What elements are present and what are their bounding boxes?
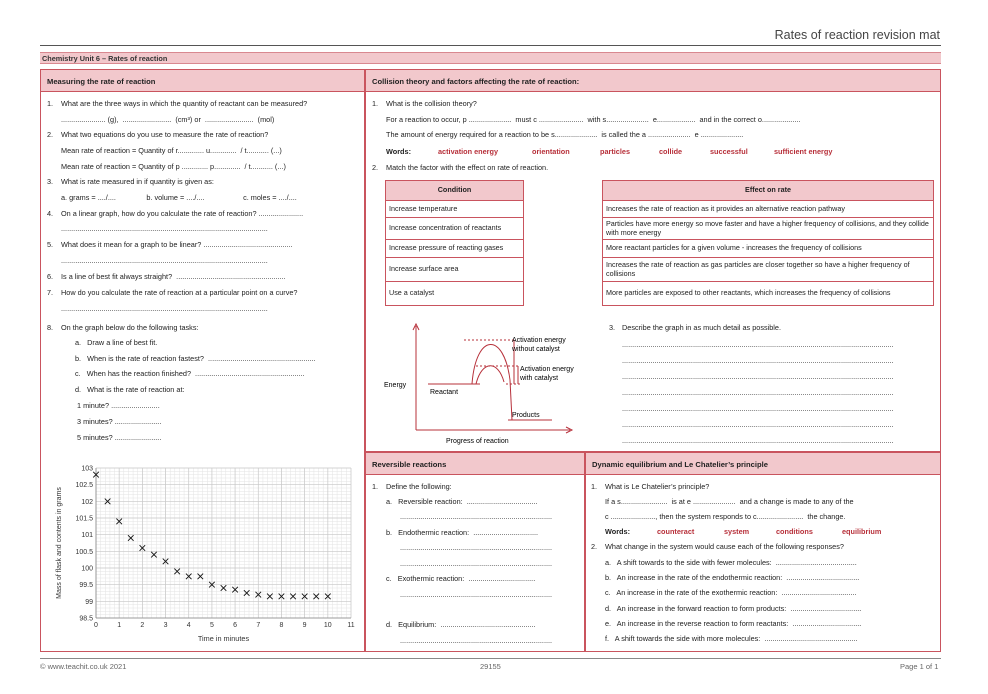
- measuring-panel: [40, 69, 365, 652]
- data-point: [244, 590, 250, 596]
- y-tick-label: 102: [81, 498, 93, 506]
- effect-header: Effect on rate: [603, 181, 934, 201]
- question-line: What two equations do you use to measure the rate of reaction?: [61, 130, 269, 139]
- condition-header: Condition: [386, 181, 524, 201]
- x-tick-label: 0: [94, 622, 98, 629]
- question-line: 1 minute? ........................: [77, 401, 160, 410]
- answer-line: ...........................................................................: [400, 590, 553, 599]
- condition-cell: Increase temperature: [386, 201, 524, 218]
- x-tick-label: 4: [186, 622, 191, 629]
- equilibrium-q1: What is Le Chatelier’s principle?: [605, 482, 710, 491]
- effect-cell: More particles are exposed to other reactants, which increases the frequency of collisions: [603, 282, 934, 306]
- collision-heading: Collision theory and factors affecting the rate of reaction:: [366, 70, 940, 92]
- q-number: 1.: [47, 99, 54, 108]
- answer-line: ...........................................................................: [400, 636, 553, 645]
- energy-axis-label: Energy: [384, 382, 407, 389]
- q-number: 8.: [47, 323, 54, 332]
- mass-time-chart: [41, 460, 364, 650]
- response-item: f. A shift towards the side with more molecules: ..............................................: [605, 634, 858, 643]
- question-line: On a linear graph, how do you calculate the rate of reaction? ......................: [61, 209, 304, 218]
- define-item: a. Reversible reaction: ...................................: [386, 497, 538, 506]
- question-line: Mean rate of reaction = Quantity of r............. u............. / t........... (...): [61, 146, 282, 155]
- word: equilibrium: [842, 527, 882, 536]
- q-number: 2.: [591, 542, 598, 551]
- effect-cell: More reactant particles for a given volume - increases the frequency of collisions: [603, 240, 934, 258]
- x-tick-label: 9: [302, 622, 307, 629]
- question-line: What are the three ways in which the quantity of reactant can be measured?: [61, 99, 308, 108]
- reactant-label: Reactant: [430, 389, 459, 396]
- unit-band: [40, 52, 941, 64]
- response-item: a. A shift towards to the side with fewer molecules: ........................................: [605, 558, 857, 567]
- q-number: 7.: [47, 288, 54, 297]
- y-tick-label: 101.5: [75, 515, 93, 523]
- x-tick-label: 3: [163, 622, 168, 629]
- word: collide: [659, 147, 683, 156]
- question-line: a. Draw a line of best fit.: [75, 338, 158, 347]
- x-tick-label: 5: [209, 622, 214, 629]
- effect-cell: Increases the rate of reaction as gas particles are closer together so have a higher frequency of collisions: [603, 258, 934, 282]
- answer-line: ...........................................................................: [400, 512, 553, 521]
- x-tick-label: 6: [233, 622, 238, 629]
- word: counteract: [657, 527, 695, 536]
- header-divider: [40, 45, 941, 46]
- collision-q2: Match the factor with the effect on rate of reaction.: [386, 163, 549, 172]
- ea-with-label: with catalyst: [520, 375, 559, 382]
- y-tick-label: 99.5: [79, 582, 93, 590]
- collision-fill-line-2: The amount of energy required for a reaction to be s..................... is called the a ..................... e .....................: [386, 130, 744, 139]
- response-item: b. An increase in the rate of the endothermic reaction: ....................................: [605, 573, 860, 582]
- question-line: c. When has the reaction finished? ......................................................: [75, 369, 305, 378]
- energy-profile-diagram: [380, 322, 610, 450]
- answer-line: ......................................................................................................................................: [622, 420, 894, 429]
- data-point: [267, 594, 273, 600]
- question-line: a. grams = ..../.... b. volume = ..../.... c. moles = ..../....: [61, 193, 297, 202]
- q-number: 1.: [372, 99, 379, 108]
- response-item: d. An increase in the forward reaction to form products: ...................................: [605, 604, 862, 613]
- equilibrium-heading: Dynamic equilibrium and Le Chatelier’s principle: [586, 453, 940, 475]
- define-item: b. Endothermic reaction: ................................: [386, 528, 539, 537]
- answer-line: ......................................................................................................................................: [622, 388, 894, 397]
- answer-line: ......................................................................................................................................: [622, 340, 894, 349]
- reversible-panel: [365, 452, 585, 652]
- effect-cell: Particles have more energy so move faster and have a higher frequency of collisions, and they collide with more energy: [603, 218, 934, 240]
- eq-fill-line-2: c ......................, then the system responds to c....................... the change.: [605, 512, 846, 521]
- q-number: 2.: [47, 130, 54, 139]
- answer-line: ......................................................................................................................................: [622, 356, 894, 365]
- x-tick-label: 2: [140, 622, 145, 629]
- ea-without-label: Activation energy: [512, 337, 566, 344]
- condition-cell: Increase surface area: [386, 258, 524, 282]
- condition-cell: Increase concentration of reactants: [386, 218, 524, 240]
- q-number: 3.: [609, 323, 616, 332]
- question-line: How do you calculate the rate of reaction at a particular point on a curve?: [61, 288, 298, 297]
- footer-copyright: © www.teachit.co.uk 2021: [40, 662, 127, 671]
- collision-fill-line-1: For a reaction to occur, p ..................... must c ...................... with s..................... e................... and in the correct o...................: [386, 115, 801, 124]
- y-tick-label: 101: [81, 532, 93, 540]
- q-number: 6.: [47, 272, 54, 281]
- condition-table: [385, 180, 524, 306]
- y-tick-label: 100: [81, 565, 93, 573]
- footer-page-number: Page 1 of 1: [900, 662, 939, 671]
- q-number: 3.: [47, 177, 54, 186]
- answer-line: ......................................................................................................................................: [622, 372, 894, 381]
- question-line: 5 minutes? .......................: [77, 433, 162, 442]
- x-tick-label: 7: [256, 622, 261, 629]
- word: conditions: [776, 527, 813, 536]
- y-tick-label: 100.5: [75, 548, 93, 556]
- condition-cell: Use a catalyst: [386, 282, 524, 306]
- effect-cell: Increases the rate of reaction as it provides an alternative reaction pathway: [603, 201, 934, 218]
- question-line: Mean rate of reaction = Quantity of p ............. p............. / t........... (...): [61, 162, 286, 171]
- collision-panel: [365, 69, 941, 452]
- q-number: 5.: [47, 240, 54, 249]
- word: orientation: [532, 147, 570, 156]
- x-tick-label: 11: [347, 622, 355, 629]
- data-point: [198, 574, 204, 580]
- define-item: c. Exothermic reaction: .................................: [386, 574, 536, 583]
- measuring-heading: Measuring the rate of reaction: [41, 70, 364, 92]
- words-label: Words:: [386, 147, 411, 156]
- ea-with-label: Activation energy: [520, 366, 574, 373]
- page-title: Rates of reaction revision mat: [774, 28, 940, 42]
- question-line: ......................................................................................................: [61, 256, 268, 265]
- question-line: 3 minutes? .......................: [77, 417, 162, 426]
- eq-fill-line-1: If a s....................... is at e ..................... and a change is made to any of the: [605, 497, 854, 506]
- words-label: Words:: [605, 527, 630, 536]
- response-item: e. An increase in the reverse reaction to form reactants: ..................................: [605, 619, 862, 628]
- response-item: c. An increase in the rate of the exothermic reaction: .....................................: [605, 588, 857, 597]
- y-tick-label: 102.5: [75, 482, 93, 490]
- effect-table: [602, 180, 934, 306]
- question-line: What is rate measured in if quantity is given as:: [61, 177, 214, 186]
- word: sufficient energy: [774, 147, 833, 156]
- y-tick-label: 98.5: [79, 615, 93, 623]
- word: particles: [600, 147, 631, 156]
- q-number: 2.: [372, 163, 379, 172]
- y-axis-title: Mass of flask and contents in grams: [56, 487, 63, 599]
- footer-divider: [40, 658, 941, 659]
- question-line: ......................................................................................................: [61, 224, 268, 233]
- y-tick-label: 103: [81, 465, 93, 473]
- x-tick-label: 10: [323, 622, 332, 629]
- question-line: Is a line of best fit always straight? ......................................................: [61, 272, 286, 281]
- collision-q1: What is the collision theory?: [386, 99, 477, 108]
- condition-cell: Increase pressure of reacting gases: [386, 240, 524, 258]
- answer-line: ......................................................................................................................................: [622, 404, 894, 413]
- equilibrium-q2: What change in the system would cause each of the following responses?: [605, 542, 844, 551]
- word: successful: [710, 147, 748, 156]
- answer-line: ...........................................................................: [400, 559, 553, 568]
- progress-axis-label: Progress of reaction: [446, 438, 509, 445]
- question-line: On the graph below do the following tasks:: [61, 323, 199, 332]
- unit-title: Chemistry Unit 6 – Rates of reaction: [42, 54, 168, 63]
- footer-resource-id: 29155: [480, 662, 501, 671]
- data-point: [290, 594, 296, 600]
- question-line: d. What is the rate of reaction at:: [75, 385, 185, 394]
- ea-without-label: without catalyst: [512, 346, 560, 353]
- y-tick-label: 99: [85, 598, 93, 606]
- question-line: What does it mean for a graph to be linear? ............................................: [61, 240, 293, 249]
- question-line: ......................................................................................................: [61, 304, 268, 313]
- data-point: [313, 594, 319, 600]
- define-item: d. Equilibrium: ...............................................: [386, 620, 536, 629]
- question-line: ...................... (g), ........................ (cm³) or ........................ (mol): [61, 115, 275, 124]
- word: system: [724, 527, 750, 536]
- x-tick-label: 1: [117, 622, 122, 629]
- collision-q3: Describe the graph in as much detail as possible.: [622, 323, 781, 332]
- q-number: 4.: [47, 209, 54, 218]
- q-number: 1.: [372, 482, 379, 491]
- reversible-q: Define the following:: [386, 482, 452, 491]
- products-label: Products: [512, 412, 540, 419]
- reversible-heading: Reversible reactions: [366, 453, 584, 475]
- x-tick-label: 8: [279, 622, 284, 629]
- answer-line: ...........................................................................: [400, 543, 553, 552]
- answer-line: ......................................................................................................................................: [622, 436, 894, 445]
- question-line: b. When is the rate of reaction fastest? .....................................................: [75, 354, 316, 363]
- word: activation energy: [438, 147, 499, 156]
- q-number: 1.: [591, 482, 598, 491]
- x-axis-title: Time in minutes: [197, 634, 250, 643]
- equilibrium-panel: [585, 452, 941, 652]
